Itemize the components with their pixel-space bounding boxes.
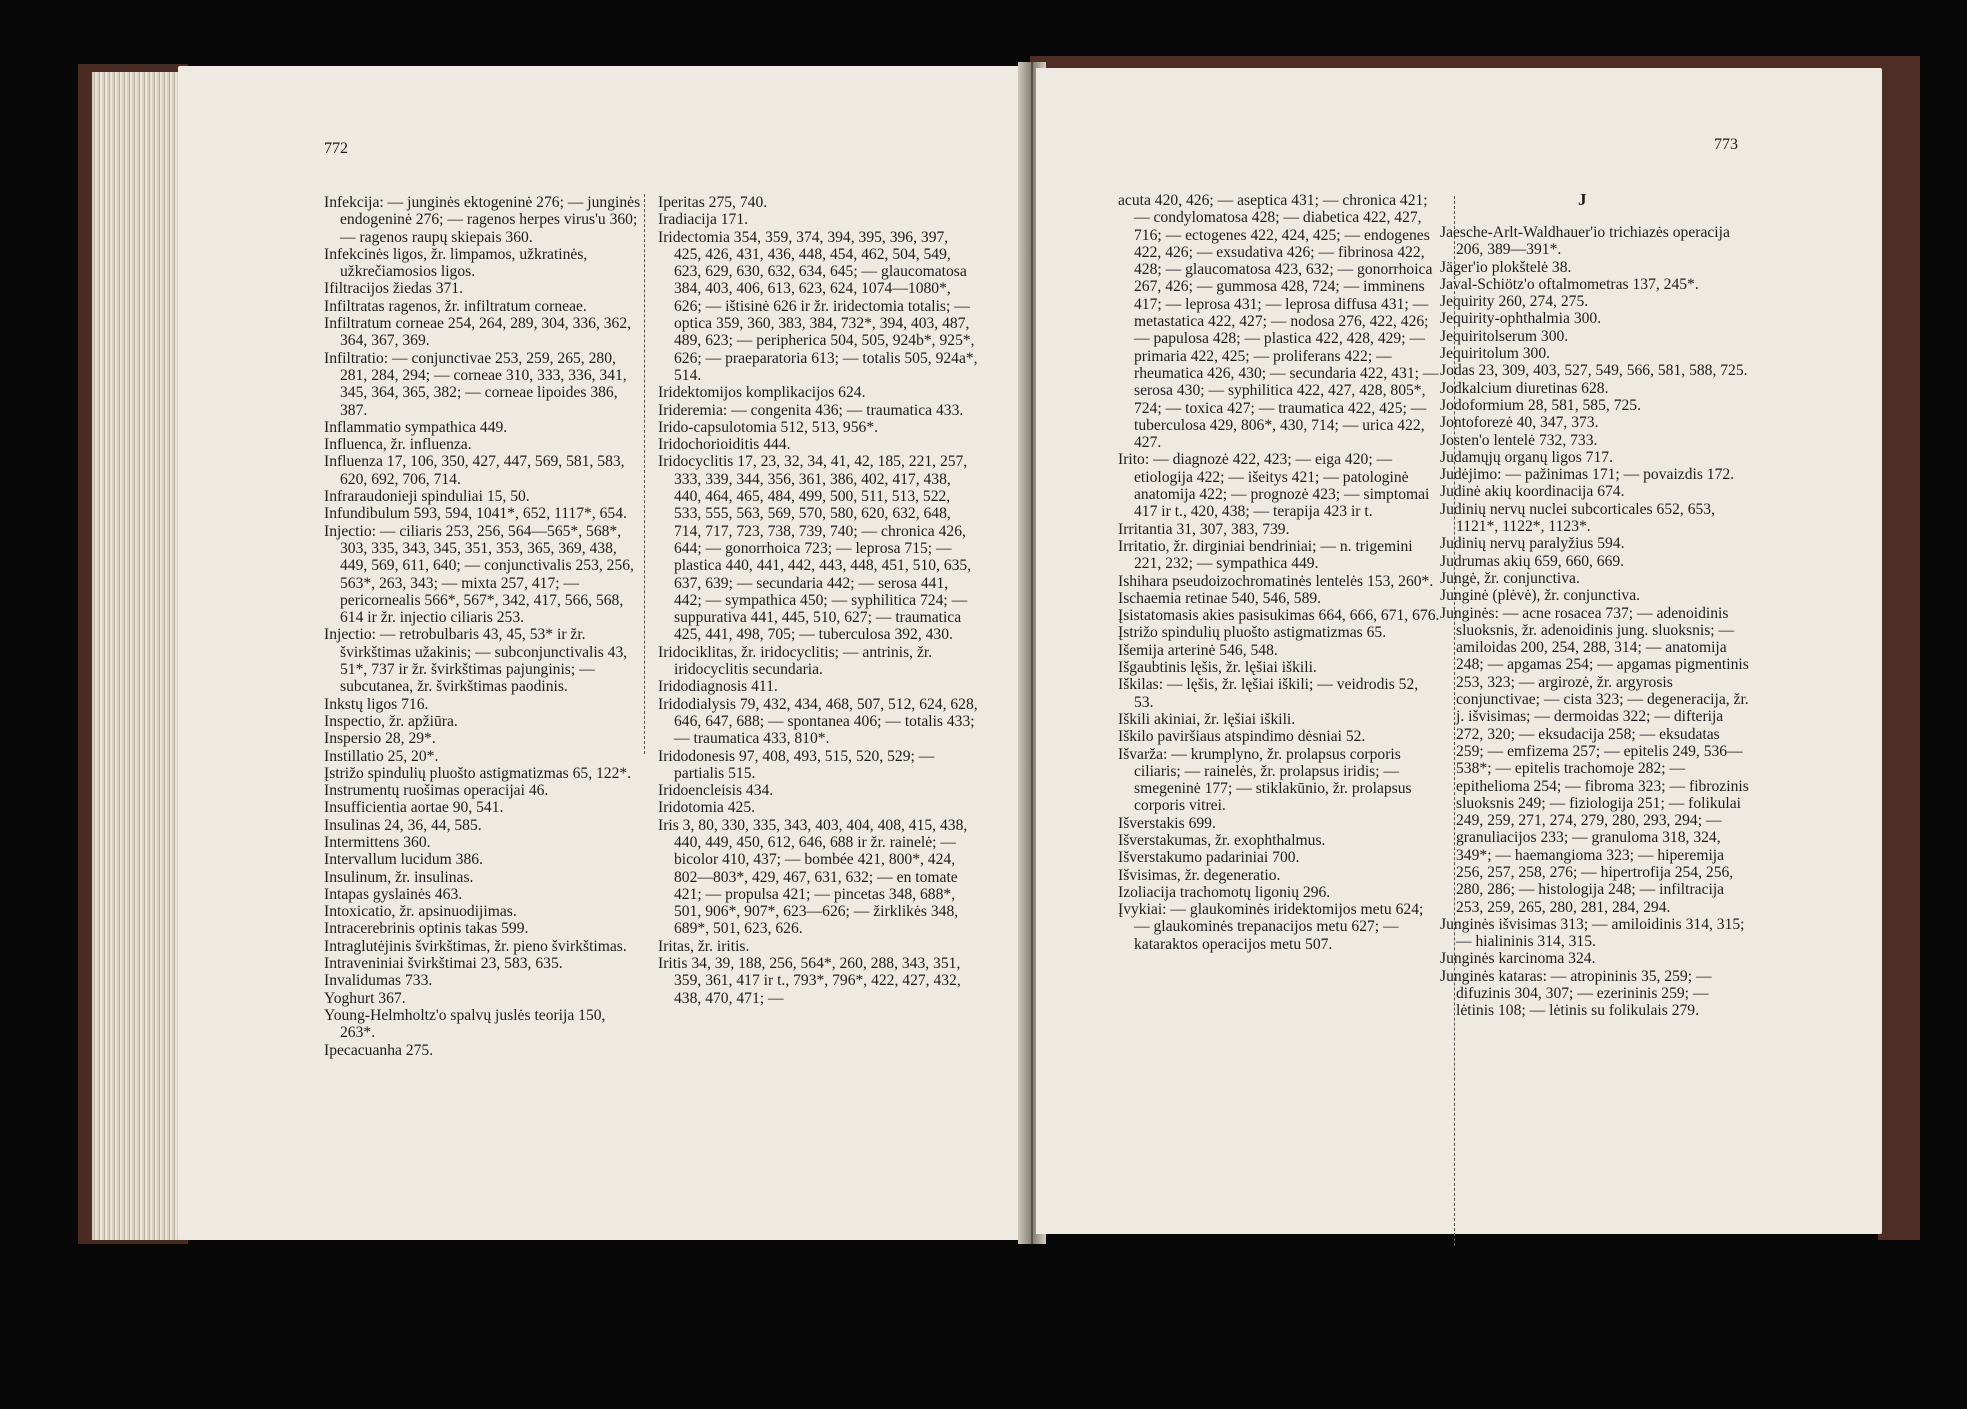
book-cover-right (1878, 60, 1920, 1240)
index-entry: Iridektomijos komplikacijos 624. (658, 384, 866, 402)
index-entry: Ischaemia retinae 540, 546, 589. (1118, 589, 1322, 607)
index-entry: Išvarža: — krumplyno, žr. prolapsus corporis ciliaris; — rainelės, žr. prolapsus iridis; — smegeninė 177; — stiklakūnio, žr. prolapsus corporis vitrei. (1118, 745, 1412, 815)
index-entry: Infiltratum corneae 254, 264, 289, 304, 336, 362, 364, 367, 369. (324, 315, 632, 350)
index-entry: Iškilo paviršiaus atspindimo dėsniai 52. (1118, 728, 1366, 746)
index-entry: Iridocyclitis 17, 23, 32, 34, 41, 42, 185, 221, 257, 333, 339, 344, 356, 361, 386, 402, 417, 438, 440, 464, 465, 484, 499, 500, 511, 513, 522, 533, 555, 563, 569, 570, 580, 620, 632, 648, 714, 717, 723, 738, 739, 740; — chronica 426, 644; — gonorrhoica 723; — leprosa 715; — plastica 440, 441, 442, 443, 448, 451, 510, 635, 637, 639; — secundaria 442; — serosa 441, 442; — sympathica 450; — syphilitica 724; — suppurativa 441, 445, 510, 627; — traumatica 425, 441, 498, 705; — tuberculosa 392, 430. (658, 453, 972, 644)
left-page (178, 66, 1030, 1240)
index-entry: Iridoencleisis 434. (658, 782, 774, 800)
index-entry: Infiltratio: — conjunctivae 253, 259, 265, 280, 281, 284, 294; — corneae 310, 333, 336, 341, 345, 364, 365, 382; — corneae lipoides 386, 387. (324, 349, 627, 419)
index-entry: Izoliacija trachomotų ligonių 296. (1118, 883, 1331, 901)
index-entry: Junginės karcinoma 324. (1440, 950, 1596, 968)
index-entry: Jodas 23, 309, 403, 527, 549, 566, 581, 588, 725. (1440, 362, 1748, 380)
index-entry: Iris 3, 80, 330, 335, 343, 403, 404, 408, 415, 438, 440, 449, 450, 612, 646, 688 ir žr. rainelė; — bicolor 410, 437; — bombée 421, 800*, 424, 802—803*, 429, 467, 631, 632; — en tomate 421; — propulsa 421; — pincetas 348, 688*, 501, 906*, 907*, 623—626; — žirklikės 348, 689*, 501, 623, 626. (658, 816, 968, 938)
index-entry: Išverstakumas, žr. exophthalmus. (1118, 831, 1326, 849)
index-entry: Intracerebrinis optinis takas 599. (324, 920, 529, 938)
index-entry: Jaesche-Arlt-Waldhauer'io trichiazės operacija 206, 389—391*. (1440, 224, 1730, 259)
index-entry: Iridodialysis 79, 432, 434, 468, 507, 512, 624, 628, 646, 647, 688; — spontanea 406; — totalis 433; — traumatica 433, 810*. (658, 695, 978, 748)
index-entry: Iritis 34, 39, 188, 256, 564*, 260, 288, 343, 351, 359, 361, 417 ir t., 793*, 796*, 422, 427, 432, 438, 470, 471; — (658, 955, 961, 1007)
index-entry: Infekcija: — junginės ektogeninė 276; — junginės endogeninė 276; — ragenos herpes virus'u 360; — ragenos raupų skiepais 360. (324, 194, 641, 246)
index-entry: Ipecacuanha 275. (324, 1041, 434, 1059)
index-entry: Junginės: — acne rosacea 737; — adenoidinis sluoksnis, žr. adenoidinis jung. sluoksnis; — amiloidas 200, 254, 288, 314; — anatomija 248; — apgamas 254; — apgamas pigmentinis 253, 323; — argirozė, žr. argyrosis conjunctivae; — cista 323; — degeneracija, žr. j. išvisimas; — dermoidas 322; — difterija 272, 320; — eksudacija 258; — eksudatas 259; — emfizema 257; — epitelis 249, 536—538*; — epitelis trachomoje 282; — epithelioma 254; — fibroma 323; — fibrozinis sluoksnis 249; — fiziologija 251; — folikulai 249, 259, 271, 274, 279, 280, 293, 294; — granuliacijos 233; — granuloma 318, 324, 349*; — haemangioma 323; — hiperemija 256, 257, 258, 276; — hipertrofija 254, 256, 280, 286; — histologija 248; — infiltracija 253, 259, 265, 280, 281, 284, 294. (1440, 604, 1749, 916)
index-entry: Iperitas 275, 740. (658, 194, 768, 211)
index-entry: Iritas, žr. iritis. (658, 937, 750, 955)
index-entry: Intraglutėjinis švirkštimas, žr. pieno švirkštimas. (324, 937, 627, 955)
index-entry: Inkstų ligos 716. (324, 695, 429, 713)
index-entry: acuta 420, 426; — aseptica 431; — chronica 421; — condylomatosa 428; — diabetica 422, 427, 716; — ectogenes 422, 424, 425; — endogenes 422, 426; — exsudativa 426; — fibrinosa 422, 428; — glaucomatosa 423, 632; — gonorrhoica 267, 426; — gummosa 428, 724; — imminens 417; — leprosa 431; — leprosa diffusa 431; — metastatica 422, 427; — nodosa 276, 422, 426; — papulosa 428; — plastica 422, 428, 429; — primaria 422, 425; — proliferans 422; — rheumatica 426, 430; — secundaria 422, 431; — serosa 430; — syphilitica 422, 427, 428, 805*, 724; — toxica 427; — traumatica 422, 425; — tuberculosa 429, 806*, 430, 714; — urica 422, 427. (1118, 192, 1439, 452)
index-entry: Judinė akių koordinacija 674. (1440, 483, 1625, 501)
index-entry: Junginė (plėvė), žr. conjunctiva. (1440, 587, 1641, 605)
index-entry: Jequirity 260, 274, 275. (1440, 293, 1589, 311)
index-entry: Iridochorioiditis 444. (658, 436, 791, 454)
index-entry: Irido-capsulotomia 512, 513, 956*. (658, 418, 879, 436)
index-column-right-1 (1118, 192, 1440, 953)
index-entry: Injectio: — ciliaris 253, 256, 564—565*, 568*, 303, 335, 343, 345, 351, 353, 365, 369, 438, 449, 569, 611, 640; — conjunctivalis 253, 256, 563*, 263, 343; — mixta 257, 417; — pericornealis 566*, 567*, 342, 417, 566, 568, 614 ir žr. injectio ciliaris 253. (324, 522, 634, 627)
index-entry: Intraveniniai švirkštimai 23, 583, 635. (324, 955, 563, 973)
index-entry: Infraraudonieji spinduliai 15, 50. (324, 488, 530, 506)
index-entry: Judrumas akių 659, 660, 669. (1440, 552, 1625, 570)
page-number-left: 772 (324, 140, 348, 157)
index-entry: Junginės išvisimas 313; — amiloidinis 314, 315; — hialininis 314, 315. (1440, 915, 1745, 951)
page-number-right: 773 (1714, 136, 1738, 153)
index-entry: Įvykiai: — glaukominės iridektomijos metu 624; — glaukominės trepanacijos metu 627; — kataraktos operacijos metu 507. (1118, 901, 1424, 953)
index-entry: Jäger'io plokštelė 38. (1440, 258, 1572, 276)
index-column-left-1 (324, 194, 644, 1059)
index-entry: Iridodiagnosis 411. (658, 678, 778, 696)
index-entry: Jungė, žr. conjunctiva. (1440, 569, 1580, 587)
index-entry: Jequirity-ophthalmia 300. (1440, 310, 1602, 328)
index-entry: Jequiritolum 300. (1440, 345, 1551, 363)
index-entry: Jodkalcium diuretinas 628. (1440, 379, 1609, 397)
index-entry: Influenza 17, 106, 350, 427, 447, 569, 581, 583, 620, 692, 706, 714. (324, 453, 625, 488)
index-entry: Josten'o lentelė 732, 733. (1440, 431, 1598, 449)
index-entry: Young-Helmholtz'o spalvų juslės teorija 150, 263*. (324, 1006, 606, 1042)
index-entry: Iškilas: — lęšis, žr. lęšiai iškili; — veidrodis 52, 53. (1118, 676, 1419, 711)
section-letter: J (1578, 190, 1587, 209)
index-entry: Influenca, žr. influenza. (324, 436, 472, 454)
index-entry: Judamųjų organų ligos 717. (1440, 448, 1613, 466)
index-entry: Intervallum lucidum 386. (324, 851, 483, 869)
index-entry: Inflammatio sympathica 449. (324, 418, 508, 436)
index-column-right-2 (1440, 224, 1750, 1020)
index-column-left-2 (658, 194, 978, 1007)
index-entry: Išemija arterinė 546, 548. (1118, 641, 1278, 659)
index-entry: Jodoformium 28, 581, 585, 725. (1440, 396, 1641, 414)
index-entry: Ifiltracijos žiedas 371. (324, 280, 463, 298)
index-entry: Inspectio, žr. apžiūra. (324, 712, 458, 730)
index-entry: Irito: — diagnozė 422, 423; — eiga 420; — etiologija 422; — išeitys 421; — patologinė anatomija 422; — prognozė 423; — simptomai 417 ir t., 420, 438; — terapija 423 ir t. (1118, 451, 1430, 521)
index-entry: Invalidumas 733. (324, 972, 433, 990)
index-entry: Infekcinės ligos, žr. limpamos, užkratinės, užkrečiamosios ligos. (324, 245, 588, 281)
index-entry: Junginės kataras: — atropininis 35, 259; — difuzinis 304, 307; — ezerininis 259; — lėtinis 108; — lėtinis su folikulais 279. (1440, 967, 1712, 1020)
index-entry: Ishihara pseudoizochromatinės lentelės 153, 260*. (1118, 572, 1434, 590)
index-entry: Intoxicatio, žr. apsinuodijimas. (324, 903, 517, 921)
page-edges-left (92, 72, 192, 1240)
column-rule-left (644, 194, 645, 754)
index-entry: Instillatio 25, 20*. (324, 747, 439, 765)
index-entry: Insulinas 24, 36, 44, 585. (324, 816, 482, 834)
index-entry: Irritantia 31, 307, 383, 739. (1118, 520, 1290, 538)
index-entry: Irritatio, žr. dirginiai bendriniai; — n. trigemini 221, 232; — sympathica 449. (1118, 537, 1413, 573)
index-entry: Javal-Schiötz'o oftalmometras 137, 245*. (1440, 275, 1699, 293)
index-entry: Išverstakis 699. (1118, 814, 1216, 832)
index-entry: Irideremia: — congenita 436; — traumatica 433. (658, 401, 964, 419)
index-entry: Iridectomia 354, 359, 374, 394, 395, 396, 397, 425, 426, 431, 436, 448, 454, 462, 504, 549, 623, 629, 630, 632, 634, 645; — glaucomatosa 384, 403, 406, 613, 623, 624, 1074—1080*, 626; — ištisinė 626 ir žr. iridectomia totalis; — optica 359, 360, 383, 384, 732*, 394, 403, 487, 489, 623; — peripherica 504, 505, 924b*, 925*, 626; — praeparatoria 613; — totalis 505, 924a*, 514. (658, 228, 978, 384)
index-entry: Įstrižo spindulių pluošto astigmatizmas 65. (1118, 624, 1387, 642)
index-entry: Instrumentų ruošimas operacijai 46. (324, 782, 549, 800)
index-entry: Infiltratas ragenos, žr. infiltratum corneae. (324, 297, 587, 315)
index-entry: Išgaubtinis lęšis, žr. lęšiai iškili. (1118, 659, 1317, 677)
index-entry: Yoghurt 367. (324, 989, 406, 1007)
index-entry: Intermittens 360. (324, 833, 431, 851)
index-entry: Įstrižo spindulių pluošto astigmatizmas 65, 122*. (324, 764, 632, 782)
index-entry: Inspersio 28, 29*. (324, 730, 436, 748)
index-entry: Išvisimas, žr. degeneratio. (1118, 866, 1281, 884)
index-entry: Iradiacija 171. (658, 211, 749, 229)
index-entry: Intapas gyslainės 463. (324, 885, 463, 903)
index-entry: Insufficientia aortae 90, 541. (324, 799, 504, 817)
index-entry: Iridotomia 425. (658, 799, 756, 817)
index-entry: Iridociklitas, žr. iridocyclitis; — antrinis, žr. iridocyclitis secundaria. (658, 643, 933, 679)
index-entry: Įsistatomasis akies pasisukimas 664, 666, 671, 676. (1118, 607, 1440, 625)
index-entry: Judinių nervų nuclei subcorticales 652, 653, 1121*, 1122*, 1123*. (1440, 500, 1715, 536)
right-page (1036, 68, 1882, 1234)
index-entry: Insulinum, žr. insulinas. (324, 868, 474, 886)
index-entry: Injectio: — retrobulbaris 43, 45, 53* ir žr. švirkštimas užakinis; — subconjunctivalis 43, 51*, 737 ir žr. švirkštimas pajunginis; — subcutanea, žr. švirkštimas paodinis. (324, 626, 628, 696)
index-entry: Išverstakumo padariniai 700. (1118, 849, 1300, 867)
index-entry: Infundibulum 593, 594, 1041*, 652, 1117*, 654. (324, 505, 627, 523)
index-entry: Jontoforezė 40, 347, 373. (1440, 414, 1599, 432)
index-entry: Iškili akiniai, žr. lęšiai iškili. (1118, 710, 1296, 728)
index-entry: Iridodonesis 97, 408, 493, 515, 520, 529; — partialis 515. (658, 747, 935, 782)
index-entry: Judinių nervų paralyžius 594. (1440, 535, 1625, 553)
index-entry: Judėjimo: — pažinimas 171; — povaizdis 172. (1440, 466, 1735, 484)
index-entry: Jequiritolserum 300. (1440, 327, 1569, 345)
